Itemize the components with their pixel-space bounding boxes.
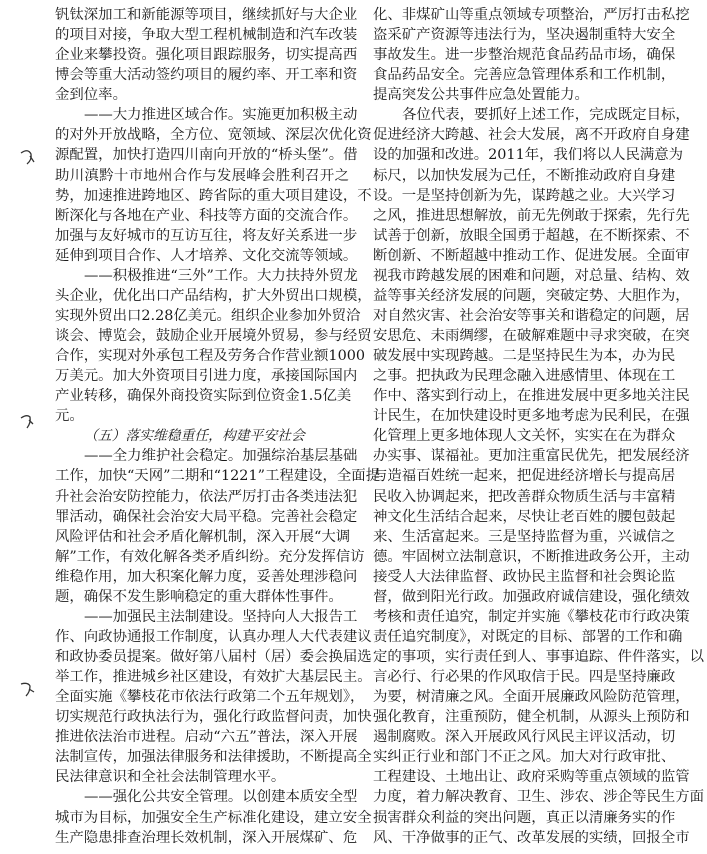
text-line: 民法律意识和全社会法制管理水平。 <box>55 769 286 786</box>
text-line: 促进经济大跨越、社会大发展，离不开政府自身建 <box>373 127 690 144</box>
text-line: ——强化公共安全管理。以创建本质安全型 <box>84 789 358 806</box>
text-line: 实纠正行业和部门不正之风。加大对行政审批、 <box>373 749 676 766</box>
text-line: 合作，实现对外承包工程及劳务合作营业额1000 <box>55 348 366 365</box>
text-line: 钒钛深加工和新能源等项目，继续抓好与大企业 <box>55 7 358 23</box>
margin-pen-mark <box>18 148 38 166</box>
text-line: ——全力维护社会稳定。加强综治基层基础 <box>84 448 358 465</box>
text-line: 安思危、未雨绸缪，在破解难题中寻求突破，在突 <box>373 328 690 344</box>
text-line: 民收入协调起来，把改善群众物质生活与丰富精 <box>373 488 676 505</box>
text-line: 解”工作，有效化解各类矛盾纠纷。充分发挥信访 <box>55 548 365 565</box>
text-line: 接受人大法律监督、政协民主监督和社会舆论监 <box>373 568 676 585</box>
text-line: 源配置，加快打造四川南向开放的“桥头堡”。借 <box>55 147 358 164</box>
text-line: 工程建设、土地出让、政府采购等重点领域的监管 <box>373 769 690 786</box>
text-line: 题，确保不发生影响稳定的重大群体性事件。 <box>55 588 343 605</box>
text-line: 事故发生。进一步整治规范食品药品市场，确保 <box>373 47 676 64</box>
text-line: 工作，加快“天网”二期和“1221”工程建设，全面提 <box>55 468 381 485</box>
text-line: 神文化生活结合起来，尽快让老百姓的腰包鼓起 <box>373 508 676 525</box>
text-line: 头企业，优化出口产品结构，扩大外贸出口规模， <box>55 287 372 304</box>
text-line: 办实事、谋福祉。更加注重富民优先，把发展经济 <box>373 448 690 465</box>
text-line: 遏制腐败。深入开展政风行风民主评议活动，切 <box>373 729 676 746</box>
text-line: 力度，着力解决教育、卫生、涉农、涉企等民生方面 <box>373 789 704 806</box>
text-line: 生产隐患排查治理长效机制，深入开展煤矿、危 <box>55 829 358 846</box>
text-line: 的项目对接，争取大型工程机械制造和汽车改装 <box>55 27 358 44</box>
text-line: 言必行、行必果的作风取信于民。四是坚持廉政 <box>373 669 676 686</box>
text-line: 推进依法治市进程。启动“六五”普法，深入开展 <box>55 729 358 746</box>
text-line: 作中、落实到行动上，在推进发展中更多地关注民 <box>373 388 690 405</box>
text-line: 延伸到项目合作、人才培养、文化交流等领域。 <box>55 247 358 264</box>
text-line: 风、干净做事的正气、改革发展的实绩，回报全市 <box>373 829 690 846</box>
text-line: 作、向政协通报工作制度，认真办理人大代表建议 <box>55 628 372 645</box>
text-line: 罪活动，确保社会治安大局平稳。完善社会稳定 <box>55 508 358 525</box>
text-line: 加强与友好城市的互访互往，将友好关系进一步 <box>55 227 358 244</box>
text-line: 设的加强和改进。2011年，我们将以人民满意为 <box>373 147 684 164</box>
text-line: 升社会治安防控能力，依法严厉打击各类违法犯 <box>55 488 358 505</box>
text-line: 设。一是坚持创新为先，谋跨越之业。大兴学习 <box>373 187 676 204</box>
text-line: 试善于创新，放眼全国勇于超越，在不断探索、不 <box>373 227 690 244</box>
text-line: 盗采矿产资源等违法行为，坚决遏制重特大安全 <box>373 27 676 44</box>
text-line: 化管理上更多地体现人文关怀，实实在在为群众 <box>373 428 676 445</box>
text-line: 之事。把执政为民理念融入进感情里、体现在工 <box>373 368 676 385</box>
text-line: 和政协委员提案。做好第八届村（居）委会换届选 <box>55 649 372 665</box>
text-line: 切实规范行政执法行为，强化行政监督问责，加快 <box>55 709 372 726</box>
text-line: 责任追究制度》，对既定的目标、部署的工作和确 <box>373 628 683 645</box>
text-line: 定的事项，实行责任到人、事事追踪、件件落实，以 <box>373 649 704 665</box>
text-line: 实现外贸出口2.28亿美元。组织企业参加外贸洽 <box>55 307 361 324</box>
text-line: ——加强民主法制建设。坚持向人大报告工 <box>84 608 358 625</box>
text-line: 断深化与各地在产业、科技等方面的交流合作。 <box>55 207 358 224</box>
text-line: 各位代表，要抓好上述工作，完成既定目标， <box>402 107 690 124</box>
text-line: 法制宣传，加强法律服务和法律援助，不断提高全 <box>55 749 372 766</box>
text-line: 益等事关经济发展的问题，突破定势、大胆作为， <box>373 287 690 304</box>
text-line: 元。 <box>55 408 84 425</box>
text-line: 考核和责任追究，制定并实施《攀枝花市行政决策 <box>373 608 690 625</box>
text-line: 计民生，在加快建设时更多地考虑为民利民，在强 <box>373 408 690 425</box>
text-line: 全面实施《攀枝花市依法行政第二个五年规划》， <box>55 689 365 706</box>
text-line: ——大力推进区域合作。实施更加积极主动 <box>84 107 358 124</box>
text-line: 的对外开放战略，全方位、宽领域、深层次优化资 <box>55 127 372 144</box>
text-line: 助川滇黔十市地州合作与发展峰会胜利召开之 <box>55 167 349 184</box>
text-line: 来、生活富起来。三是坚持监督为重，兴诚信之 <box>373 528 676 545</box>
margin-pen-mark <box>18 412 38 430</box>
text-line: 德。牢固树立法制意识，不断推进政务公开，主动 <box>373 548 690 565</box>
text-line: 为要，树清廉之风。全面开展廉政风险防范管理， <box>373 689 690 706</box>
text-line: ——积极推进“三外”工作。大力扶持外贸龙 <box>84 267 358 284</box>
text-line: 万美元。加大外资项目引进力度，承接国际国内 <box>55 368 358 385</box>
text-line: 食品药品安全。完善应急管理体系和工作机制， <box>373 67 676 84</box>
text-line: 与造福百姓统一起来，把促进经济增长与提高居 <box>373 468 676 485</box>
text-line: 强化教育，注重预防，健全机制，从源头上预防和 <box>373 709 690 726</box>
text-line: 化、非煤矿山等重点领域专项整治，严厉打击私挖 <box>373 7 690 23</box>
text-line: 标尺，以加快发展为己任，不断推动政府自身建 <box>373 167 676 184</box>
text-line: 对自然灾害、社会治安等事关和谐稳定的问题，居 <box>373 307 690 324</box>
text-line: 企业来攀投资。强化项目跟踪服务，切实提高西 <box>55 47 358 64</box>
text-line: 城市为目标，加强安全生产标准化建设，建立安全 <box>55 809 372 826</box>
text-line: 风险评估和社会矛盾化解机制，深入开展“大调 <box>55 528 351 545</box>
text-line: 督，做到阳光行政。加强政府诚信建设，强化绩效 <box>373 588 690 605</box>
margin-pen-mark <box>18 680 38 698</box>
right-text-column <box>373 5 704 848</box>
text-line: 损害群众利益的突出问题，真正以清廉务实的作 <box>373 809 676 826</box>
text-line: 视我市跨越发展的困难和问题，对总量、结构、效 <box>373 267 690 284</box>
text-line: 维稳作用，加大积案化解力度，妥善处理涉稳问 <box>55 568 358 585</box>
section-heading: （五）落实维稳重任，构建平安社会 <box>84 428 305 445</box>
left-text-column <box>55 5 381 848</box>
text-line: 举工作，推进城乡社区建设，有效扩大基层民主。 <box>55 669 372 686</box>
text-line: 势，加速推进跨地区、跨省际的重大项目建设，不 <box>55 187 372 204</box>
text-line: 破发展中实现跨越。二是坚持民生为本，办为民 <box>373 348 676 365</box>
text-line: 提高突发公共事件应急处置能力。 <box>373 87 589 104</box>
text-line: 博会等重大活动签约项目的履约率、开工率和资 <box>55 67 358 84</box>
text-line: 金到位率。 <box>55 87 127 104</box>
text-line: 断创新、不断超越中推动工作、促进发展。全面审 <box>373 247 690 264</box>
text-line: 谈会、博览会，鼓励企业开展境外贸易，参与经贸 <box>55 328 372 344</box>
text-line: 之风，推进思想解放，前无先例敢于探索，先行先 <box>373 207 690 224</box>
text-line: 产业转移，确保外商投资实际到位资金1.5亿美 <box>55 388 352 405</box>
